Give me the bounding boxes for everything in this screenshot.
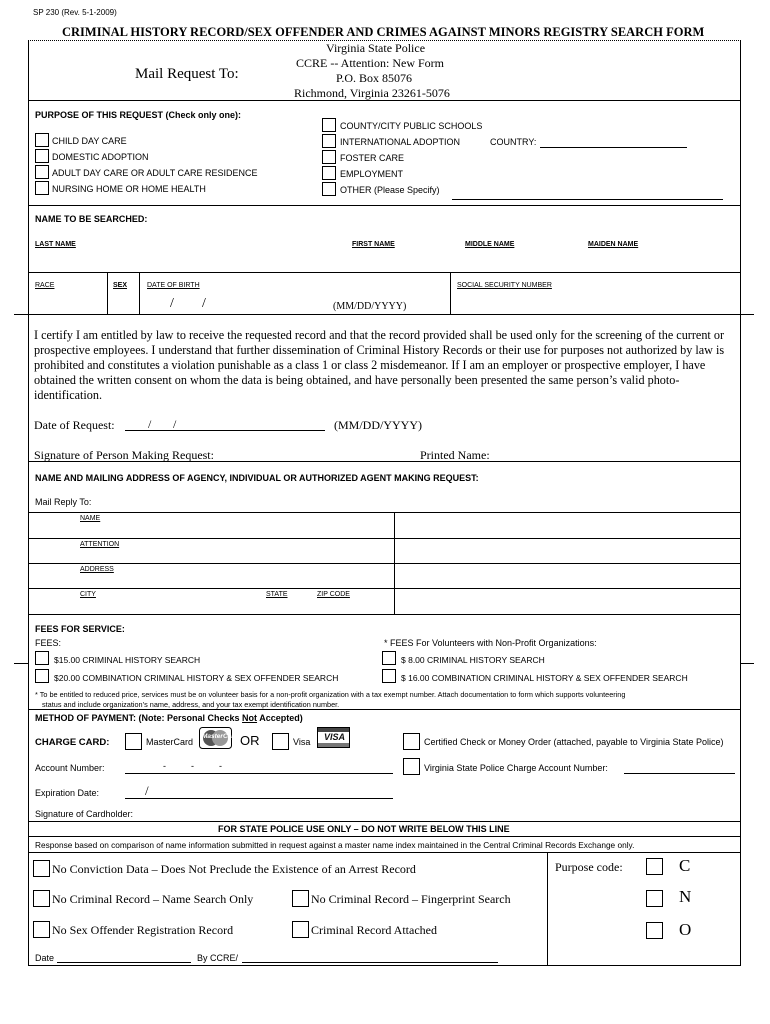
checkbox-vsp-account[interactable] [403,758,420,775]
fee-note-line-2: status and include organization’s name, address, and your tax exempt identification number. [42,700,340,709]
city-field-label: CITY [80,591,96,598]
fee-note-line-1: * To be entitled to reduced price, services must be on volunteer basis for a non-profit organization with a tax exempt number. Attach documentation to form which supports volunteering [35,690,626,699]
no-conviction-label: No Conviction Data – Does Not Preclude the Existence of an Arrest Record [52,862,416,876]
checkbox-vfee-8[interactable] [382,651,396,665]
middle-name-label: MIDDLE NAME [465,241,515,248]
fee-20-label: $20.00 COMBINATION CRIMINAL HISTORY & SEX OFFENDER SEARCH [54,673,339,683]
vfee-8-label: $ 8.00 CRIMINAL HISTORY SEARCH [401,655,545,665]
record-attached-label: Criminal Record Attached [311,923,437,937]
zip-field-label: ZIP CODE [317,591,350,598]
sex-label: SEX [113,282,128,289]
no-sex-offender-label: No Sex Offender Registration Record [52,923,234,937]
charge-card-label: CHARGE CARD: [35,737,110,748]
request-slash-1: / [148,417,152,431]
agency-heading: NAME AND MAILING ADDRESS OF AGENCY, INDIVIDUAL OR AUTHORIZED AGENT MAKING REQUEST: [35,473,479,483]
checkbox-fee-20[interactable] [35,669,49,683]
visa-logo-text: VISA [324,732,346,742]
last-name-label: LAST NAME [35,241,76,248]
bottom-line [28,965,741,966]
other-specify-field[interactable] [452,199,723,200]
divider-4 [28,314,741,315]
vfee-16-label: $ 16.00 COMBINATION CRIMINAL HISTORY & SEX OFFENDER SEARCH [401,673,688,683]
race-label: RACE [35,282,55,289]
agency-row-2 [28,538,741,539]
checkbox-child-day-care[interactable] [35,133,49,147]
dob-label: DATE OF BIRTH [147,282,200,289]
name-field-label: NAME [80,515,101,522]
option-nursing-home: NURSING HOME OR HOME HEALTH [52,184,206,194]
checkbox-no-conviction[interactable] [33,860,50,877]
account-number-text: Account Number [35,763,103,773]
account-number-colon: : [102,763,105,773]
by-ccre-field[interactable] [242,962,498,963]
right-tick-1 [740,314,754,315]
date-label: Date [35,953,55,963]
checkbox-employment[interactable] [322,166,336,180]
expiration-slash: / [145,783,149,798]
checkbox-other[interactable] [322,182,336,196]
address-line-2: CCRE -- Attention: New Form [296,56,444,70]
no-record-name-label: No Criminal Record – Name Search Only [52,892,254,906]
purpose-code-sep [547,852,548,965]
checkbox-nursing-home[interactable] [35,181,49,195]
mastercard-logo-icon [199,727,238,749]
payment-heading-prefix: METHOD OF PAYMENT: (Note: Personal Checks [35,713,243,723]
vsp-account-label: Virginia State Police Charge Account Number: [424,763,608,773]
right-tick-2 [740,663,754,664]
no-record-fingerprint-label: No Criminal Record – Fingerprint Search [311,892,511,906]
option-adult-day-care: ADULT DAY CARE OR ADULT CARE RESIDENCE [52,168,258,178]
country-label: COUNTRY: [490,137,537,147]
mastercard-logo-text: MasterCard [202,733,238,740]
account-number-field[interactable] [125,773,393,774]
agency-row-5 [28,614,741,615]
divider-1 [28,100,741,101]
certification-text: I certify I am entitled by law to receive the requested record and that the record provided shall be used only for the screening of the current or prospective employees. I understand that further dissemination of Criminal History Records or their use for purposes not authorized by law is prohibited and constitutes a violation punishable as a class 1 or class 2 misdemeanor. If I am an employer or prospective employer, I have obtained the written consent on whom the data is being obtained, and have personally been presented the same person’s valid photo-identification. [34,328,725,402]
agency-row-3 [28,563,741,564]
dob-format: (MM/DD/YYYY) [333,301,407,312]
divider-7 [28,821,741,822]
address-line-4: Richmond, Virginia 23261-5076 [294,86,450,100]
by-ccre-label: By CCRE/ [197,953,239,963]
response-note: Response based on comparison of name information submitted in request against a master name index maintained in the Central Criminal Records Exchange only. [35,840,635,850]
or-label: OR [240,733,260,748]
agency-row-4 [28,588,741,589]
divider-6 [28,709,741,710]
date-field[interactable] [57,962,191,963]
country-field[interactable] [540,147,687,148]
agency-col-sep [394,512,395,614]
request-date-format: (MM/DD/YYYY) [334,418,422,432]
visa-logo-icon [317,727,350,748]
left-tick-1 [14,314,28,315]
option-public-schools: COUNTY/CITY PUBLIC SCHOOLS [340,121,483,131]
attention-field-label: ATTENTION [80,541,120,548]
option-child-day-care: CHILD DAY CARE [52,136,127,146]
cardholder-signature-label: Signature of Cardholder: [35,809,134,819]
fees-heading: FEES FOR SERVICE: [35,624,125,634]
frame-left [28,40,29,965]
option-domestic-adoption: DOMESTIC ADOPTION [52,152,149,162]
checkbox-vfee-16[interactable] [382,669,396,683]
dob-slash-2: / [202,296,206,311]
expiration-field[interactable] [125,798,393,799]
purpose-code-label: Purpose code: [555,860,623,874]
date-of-request-field[interactable] [125,430,325,431]
state-field-label: STATE [266,591,288,598]
left-tick-2 [14,663,28,664]
dob-slash-1: / [170,296,174,311]
printed-name-label: Printed Name: [420,448,490,462]
divider-2 [28,205,741,206]
name-search-heading: NAME TO BE SEARCHED: [35,214,148,224]
ssn-label: SOCIAL SECURITY NUMBER [457,282,552,289]
mastercard-label: MasterCard [146,737,194,747]
dob-ssn-sep [450,272,451,314]
code-c-label: C [679,856,691,875]
maiden-name-label: MAIDEN NAME [588,241,639,248]
address-line-3: P.O. Box 85076 [336,71,413,85]
checkbox-code-o[interactable] [646,922,663,939]
expiration-label: Expiration Date: [35,788,100,798]
code-o-label: O [679,920,692,939]
checkbox-adult-day-care[interactable] [35,165,49,179]
payment-heading-suffix: Accepted) [257,713,303,723]
checkbox-no-record-fingerprint[interactable] [292,890,309,907]
sex-dob-sep [139,272,140,314]
date-of-request-label: Date of Request: [34,418,115,432]
address-field-label: ADDRESS [80,566,114,573]
payment-heading [35,713,303,723]
divider-3 [28,272,741,273]
frame-right [740,40,741,965]
request-slash-2: / [173,417,177,431]
option-foster-care: FOSTER CARE [340,153,405,163]
checkbox-domestic-adoption[interactable] [35,149,49,163]
checkbox-no-sex-offender[interactable] [33,921,50,938]
form-id: SP 230 (Rev. 5-1-2009) [33,8,117,17]
checkbox-international-adoption[interactable] [322,134,336,148]
form-title: CRIMINAL HISTORY RECORD/SEX OFFENDER AND CRIMES AGAINST MINORS REGISTRY SEARCH FORM [62,25,705,39]
mail-reply-label: Mail Reply To: [35,497,92,507]
checkbox-foster-care[interactable] [322,150,336,164]
divider-5 [28,461,741,462]
volunteer-fees-label: * FEES For Volunteers with Non-Profit Organizations: [384,638,597,648]
account-number-dashes: - - - [163,761,223,771]
purpose-heading: PURPOSE OF THIS REQUEST (Check only one): [35,110,242,120]
checkbox-certified-check[interactable] [403,733,420,750]
checkbox-record-attached[interactable] [292,921,309,938]
signature-label: Signature of Person Making Request: [34,448,214,462]
checkbox-code-c[interactable] [646,858,663,875]
agency-row-1 [28,512,741,513]
divider-9 [28,852,741,853]
race-sex-sep [107,272,108,314]
account-number-label [35,763,105,773]
divider-8 [28,836,741,837]
option-other: OTHER (Please Specify) [340,185,440,195]
fee-15-label: $15.00 CRIMINAL HISTORY SEARCH [54,655,201,665]
visa-label: Visa [293,737,311,747]
certified-check-label: Certified Check or Money Order (attached, payable to Virginia State Police) [424,737,724,747]
option-employment: EMPLOYMENT [340,169,404,179]
checkbox-code-n[interactable] [646,890,663,907]
mail-request-label: Mail Request To: [135,66,239,82]
vsp-account-field[interactable] [624,773,735,774]
address-line-1: Virginia State Police [326,41,426,55]
checkbox-visa[interactable] [272,733,289,750]
police-use-heading: FOR STATE POLICE USE ONLY – DO NOT WRITE BELOW THIS LINE [218,824,510,834]
code-n-label: N [679,887,692,906]
option-international-adoption: INTERNATIONAL ADOPTION [340,137,461,147]
checkbox-fee-15[interactable] [35,651,49,665]
checkbox-no-record-name[interactable] [33,890,50,907]
fees-label: FEES: [35,638,62,648]
checkbox-public-schools[interactable] [322,118,336,132]
payment-heading-not: Not [242,713,258,723]
checkbox-mastercard[interactable] [125,733,142,750]
first-name-label: FIRST NAME [352,241,395,248]
